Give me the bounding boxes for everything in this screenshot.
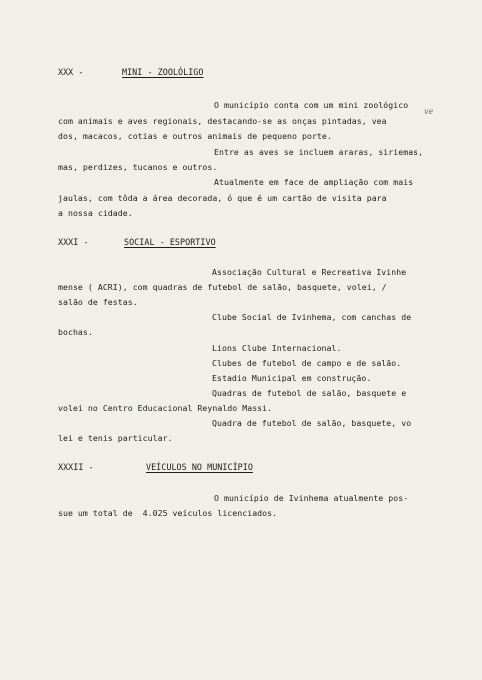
- paragraph-line: Estadio Municipal em construção.: [212, 373, 372, 383]
- paragraph-line: Clubes de futebol de campo e de salão.: [212, 358, 402, 368]
- paragraph-line: Quadras de futebol de salão, basquete e: [212, 388, 407, 398]
- paragraph-line: Atualmente em face de ampliação com mais: [214, 177, 414, 187]
- section-title: MINI - ZOOLÓLIGO: [122, 67, 204, 77]
- paragraph-line: mense ( ACRI), com quadras de futebol de salão, basquete, volei, /: [58, 282, 387, 292]
- section-title: SOCIAL - ESPORTIVO: [124, 237, 216, 247]
- paragraph-line: O município de Ivinhema atualmente pos-: [214, 493, 409, 503]
- section-number: XXXI -: [58, 237, 89, 247]
- paragraph-line: com animais e aves regionais, destacando-se as onças pintadas, vea: [58, 116, 387, 126]
- paragraph-line: lei e tenis particular.: [58, 433, 173, 443]
- paragraph-line: Quadra de futebol de salão, basquete, vo: [212, 418, 412, 428]
- paragraph-line: O município conta com um mini zoológico: [214, 100, 409, 110]
- paragraph-line: bochas.: [58, 327, 93, 337]
- paragraph-line: salão de festas.: [58, 297, 138, 307]
- paragraph-line: Entre as aves se incluem araras, siriemas,: [214, 147, 424, 157]
- paragraph-line: Clube Social de Ivinhema, com canchas de: [212, 312, 412, 322]
- section-number: XXX -: [58, 67, 84, 77]
- paragraph-line: sue um total de 4.025 veículos licenciados.: [58, 508, 278, 518]
- paragraph-line: Lions Clube Internacional.: [212, 343, 342, 353]
- paragraph-line: mas, perdizes, tucanos e outros.: [58, 162, 218, 172]
- paragraph-line: dos, macacos, cotias e outros animais de pequeno porte.: [58, 131, 332, 141]
- paragraph-line: volei no Centro Educacional Reynaldo Massi.: [58, 403, 273, 413]
- paragraph-line: Associação Cultural e Recreativa Ivinhe: [212, 267, 407, 277]
- paragraph-line: a nossa cidade.: [58, 208, 133, 218]
- paragraph-line: jaulas, com tôda a área decorada, ó que é um cartão de visita para: [58, 193, 387, 203]
- section-title: VEÍCULOS NO MUNICÍPIO: [146, 462, 253, 472]
- handwritten-correction: ve: [424, 107, 434, 116]
- section-number: XXXII -: [58, 462, 94, 472]
